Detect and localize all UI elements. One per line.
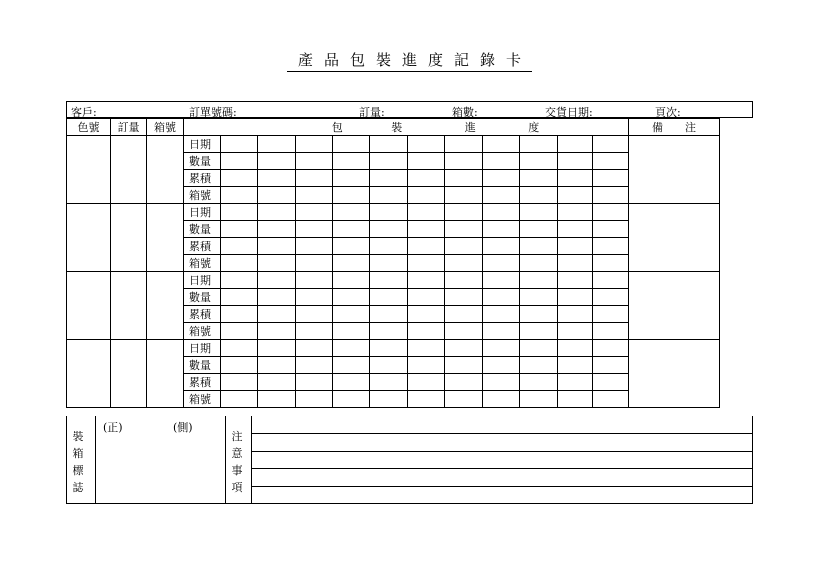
notes-label	[230, 428, 244, 496]
progress-cell[interactable]	[558, 153, 593, 170]
progress-cell[interactable]	[258, 357, 296, 374]
progress-cell[interactable]	[296, 323, 333, 340]
progress-cell[interactable]	[483, 238, 520, 255]
progress-cell[interactable]	[408, 374, 445, 391]
progress-cell[interactable]	[333, 357, 370, 374]
progress-cell[interactable]	[296, 374, 333, 391]
order-quantity-cell[interactable]	[111, 340, 147, 408]
notes-char: 意	[231, 447, 243, 460]
remark-cell[interactable]	[629, 272, 720, 340]
progress-cell[interactable]	[258, 238, 296, 255]
progress-cell[interactable]	[333, 255, 370, 272]
progress-cell[interactable]	[370, 340, 408, 357]
progress-cell[interactable]	[520, 221, 558, 238]
progress-cell[interactable]	[520, 357, 558, 374]
progress-cell[interactable]	[333, 170, 370, 187]
progress-cell[interactable]	[333, 289, 370, 306]
progress-cell[interactable]	[221, 374, 258, 391]
progress-cell[interactable]	[445, 153, 483, 170]
progress-cell[interactable]	[593, 238, 629, 255]
row-label: 累積	[184, 238, 221, 255]
progress-cell[interactable]	[558, 238, 593, 255]
progress-cell[interactable]	[558, 204, 593, 221]
progress-cell[interactable]	[296, 272, 333, 289]
progress-table	[66, 118, 720, 408]
progress-cell[interactable]	[593, 187, 629, 204]
progress-cell[interactable]	[520, 153, 558, 170]
progress-cell[interactable]	[408, 289, 445, 306]
progress-cell[interactable]	[333, 187, 370, 204]
progress-cell[interactable]	[296, 221, 333, 238]
progress-cell[interactable]	[258, 374, 296, 391]
progress-cell[interactable]	[221, 391, 258, 408]
progress-cell[interactable]	[296, 153, 333, 170]
progress-cell[interactable]	[593, 340, 629, 357]
notes-char: 注	[231, 430, 243, 443]
progress-cell[interactable]	[221, 340, 258, 357]
progress-cell[interactable]	[370, 323, 408, 340]
customer-label: 客戶:	[71, 106, 97, 119]
progress-cell[interactable]	[520, 323, 558, 340]
progress-cell[interactable]	[408, 204, 445, 221]
progress-cell[interactable]	[258, 187, 296, 204]
progress-cell[interactable]	[445, 221, 483, 238]
progress-cell[interactable]	[258, 221, 296, 238]
progress-cell[interactable]	[333, 272, 370, 289]
order-quantity-label: 訂量:	[359, 106, 385, 119]
progress-cell[interactable]	[333, 323, 370, 340]
progress-cell[interactable]	[520, 136, 558, 153]
progress-cell[interactable]	[221, 170, 258, 187]
order-quantity-header: 訂量	[111, 119, 147, 136]
progress-cell[interactable]	[258, 272, 296, 289]
progress-cell[interactable]	[558, 187, 593, 204]
progress-cell[interactable]	[445, 204, 483, 221]
progress-cell[interactable]	[445, 391, 483, 408]
progress-cell[interactable]	[593, 289, 629, 306]
progress-cell[interactable]	[221, 323, 258, 340]
progress-cell[interactable]	[445, 340, 483, 357]
progress-cell[interactable]	[221, 238, 258, 255]
note-line	[251, 486, 752, 487]
progress-cell[interactable]	[593, 272, 629, 289]
delivery-date-label: 交貨日期:	[545, 106, 593, 119]
progress-cell[interactable]	[593, 170, 629, 187]
box-number-cell[interactable]	[147, 272, 184, 340]
progress-cell[interactable]	[221, 153, 258, 170]
progress-cell[interactable]	[221, 289, 258, 306]
progress-cell[interactable]	[333, 238, 370, 255]
progress-cell[interactable]	[593, 374, 629, 391]
progress-cell[interactable]	[221, 255, 258, 272]
progress-cell[interactable]	[221, 221, 258, 238]
progress-cell[interactable]	[483, 306, 520, 323]
remark-cell[interactable]	[629, 136, 720, 204]
box-number-cell[interactable]	[147, 340, 184, 408]
progress-cell[interactable]	[296, 136, 333, 153]
progress-cell[interactable]	[370, 170, 408, 187]
progress-cell[interactable]	[258, 255, 296, 272]
progress-cell[interactable]	[333, 136, 370, 153]
progress-cell[interactable]	[221, 306, 258, 323]
progress-cell[interactable]	[445, 255, 483, 272]
order-quantity-cell[interactable]	[111, 204, 147, 272]
progress-cell[interactable]	[558, 391, 593, 408]
progress-cell[interactable]	[408, 170, 445, 187]
progress-cell[interactable]	[333, 391, 370, 408]
progress-cell[interactable]	[558, 170, 593, 187]
packing-progress-header	[184, 119, 629, 136]
progress-cell[interactable]	[520, 340, 558, 357]
row-label: 累積	[184, 374, 221, 391]
progress-cell[interactable]	[258, 136, 296, 153]
progress-cell[interactable]	[483, 153, 520, 170]
progress-cell[interactable]	[258, 306, 296, 323]
order-number-label: 訂單號碼:	[189, 106, 237, 119]
color-number-cell[interactable]	[67, 340, 111, 408]
progress-cell[interactable]	[483, 374, 520, 391]
progress-cell[interactable]	[593, 136, 629, 153]
progress-cell[interactable]	[520, 255, 558, 272]
notes-char: 項	[231, 481, 243, 494]
note-line	[251, 451, 752, 452]
box-count-label: 箱數:	[452, 106, 478, 119]
divider	[251, 416, 252, 503]
box-number-header: 箱號	[147, 119, 184, 136]
progress-cell[interactable]	[483, 187, 520, 204]
progress-cell[interactable]	[370, 306, 408, 323]
table-row	[67, 272, 720, 289]
progress-cell[interactable]	[258, 340, 296, 357]
progress-cell[interactable]	[408, 340, 445, 357]
progress-cell[interactable]	[558, 357, 593, 374]
page-number-label: 頁次:	[655, 106, 681, 119]
bottom-section	[66, 416, 753, 504]
progress-cell[interactable]	[483, 323, 520, 340]
progress-cell[interactable]	[370, 272, 408, 289]
progress-cell[interactable]	[333, 340, 370, 357]
progress-cell[interactable]	[258, 323, 296, 340]
order-quantity-cell[interactable]	[111, 272, 147, 340]
box-marks-char: 裝	[72, 430, 84, 443]
box-number-cell[interactable]	[147, 136, 184, 204]
progress-cell[interactable]	[483, 272, 520, 289]
progress-cell[interactable]	[221, 357, 258, 374]
progress-cell[interactable]	[408, 238, 445, 255]
row-label: 累積	[184, 306, 221, 323]
progress-cell[interactable]	[258, 170, 296, 187]
progress-cell[interactable]	[370, 187, 408, 204]
progress-cell[interactable]	[333, 204, 370, 221]
progress-cell[interactable]	[520, 238, 558, 255]
progress-cell[interactable]	[558, 306, 593, 323]
note-line	[251, 433, 752, 434]
progress-cell[interactable]	[296, 204, 333, 221]
progress-cell[interactable]	[333, 306, 370, 323]
progress-cell[interactable]	[258, 391, 296, 408]
progress-cell[interactable]	[408, 187, 445, 204]
front-mark-label: (正)	[103, 421, 123, 434]
progress-cell[interactable]	[370, 374, 408, 391]
progress-cell[interactable]	[445, 357, 483, 374]
row-label: 數量	[184, 153, 221, 170]
color-number-cell[interactable]	[67, 204, 111, 272]
progress-cell[interactable]	[408, 136, 445, 153]
progress-cell[interactable]	[408, 153, 445, 170]
progress-cell[interactable]	[370, 391, 408, 408]
progress-cell[interactable]	[221, 136, 258, 153]
form-title: 產品包裝進度記錄卡	[0, 49, 819, 70]
progress-cell[interactable]	[520, 187, 558, 204]
notes-char: 事	[231, 464, 243, 477]
progress-cell[interactable]	[370, 289, 408, 306]
progress-cell[interactable]	[296, 340, 333, 357]
color-number-cell[interactable]	[67, 272, 111, 340]
progress-cell[interactable]	[593, 153, 629, 170]
progress-cell[interactable]	[333, 374, 370, 391]
order-quantity-cell[interactable]	[111, 136, 147, 204]
header-row	[66, 101, 753, 118]
progress-cell[interactable]	[408, 357, 445, 374]
progress-cell[interactable]	[445, 289, 483, 306]
progress-cell[interactable]	[221, 272, 258, 289]
progress-cell[interactable]	[520, 289, 558, 306]
progress-cell[interactable]	[558, 221, 593, 238]
progress-cell[interactable]	[370, 221, 408, 238]
divider	[95, 416, 96, 503]
progress-cell[interactable]	[558, 136, 593, 153]
progress-cell[interactable]	[483, 357, 520, 374]
progress-cell[interactable]	[593, 204, 629, 221]
progress-cell[interactable]	[296, 255, 333, 272]
progress-cell[interactable]	[370, 357, 408, 374]
row-label: 日期	[184, 272, 221, 289]
row-label: 箱號	[184, 391, 221, 408]
progress-cell[interactable]	[296, 357, 333, 374]
remark-header: 備 注	[629, 119, 720, 136]
progress-cell[interactable]	[558, 255, 593, 272]
progress-char: 度	[528, 121, 540, 134]
box-number-cell[interactable]	[147, 204, 184, 272]
side-mark-label: (側)	[173, 421, 193, 434]
progress-cell[interactable]	[593, 323, 629, 340]
progress-cell[interactable]	[483, 136, 520, 153]
progress-cell[interactable]	[558, 323, 593, 340]
progress-cell[interactable]	[296, 238, 333, 255]
progress-cell[interactable]	[408, 306, 445, 323]
row-label: 數量	[184, 357, 221, 374]
row-label: 數量	[184, 289, 221, 306]
progress-cell[interactable]	[445, 238, 483, 255]
progress-cell[interactable]	[408, 391, 445, 408]
progress-cell[interactable]	[483, 221, 520, 238]
progress-cell[interactable]	[520, 374, 558, 391]
progress-cell[interactable]	[558, 374, 593, 391]
progress-cell[interactable]	[593, 255, 629, 272]
progress-cell[interactable]	[483, 340, 520, 357]
progress-cell[interactable]	[558, 340, 593, 357]
progress-cell[interactable]	[408, 221, 445, 238]
progress-cell[interactable]	[370, 255, 408, 272]
progress-cell[interactable]	[445, 374, 483, 391]
progress-cell[interactable]	[221, 187, 258, 204]
row-label: 日期	[184, 204, 221, 221]
progress-cell[interactable]	[483, 170, 520, 187]
progress-cell[interactable]	[445, 272, 483, 289]
table-row	[67, 204, 720, 221]
remark-cell[interactable]	[629, 340, 720, 408]
box-marks-char: 誌	[72, 481, 84, 494]
row-label: 數量	[184, 221, 221, 238]
progress-cell[interactable]	[296, 391, 333, 408]
row-label: 累積	[184, 170, 221, 187]
progress-cell[interactable]	[520, 306, 558, 323]
box-marks-label	[71, 428, 85, 496]
progress-cell[interactable]	[520, 272, 558, 289]
progress-cell[interactable]	[483, 391, 520, 408]
progress-cell[interactable]	[520, 391, 558, 408]
progress-cell[interactable]	[445, 187, 483, 204]
progress-cell[interactable]	[483, 289, 520, 306]
progress-cell[interactable]	[520, 204, 558, 221]
color-number-header: 色號	[67, 119, 111, 136]
progress-cell[interactable]	[593, 306, 629, 323]
progress-cell[interactable]	[296, 306, 333, 323]
row-label: 箱號	[184, 255, 221, 272]
progress-cell[interactable]	[558, 272, 593, 289]
table-row	[67, 340, 720, 357]
progress-cell[interactable]	[370, 136, 408, 153]
progress-cell[interactable]	[408, 272, 445, 289]
progress-cell[interactable]	[258, 204, 296, 221]
progress-cell[interactable]	[370, 153, 408, 170]
progress-cell[interactable]	[483, 255, 520, 272]
remark-cell[interactable]	[629, 204, 720, 272]
progress-cell[interactable]	[258, 289, 296, 306]
progress-cell[interactable]	[333, 153, 370, 170]
progress-cell[interactable]	[221, 204, 258, 221]
progress-cell[interactable]	[520, 170, 558, 187]
progress-cell[interactable]	[296, 289, 333, 306]
progress-cell[interactable]	[483, 204, 520, 221]
progress-cell[interactable]	[445, 136, 483, 153]
progress-char: 進	[464, 121, 476, 134]
progress-cell[interactable]	[593, 357, 629, 374]
progress-cell[interactable]	[593, 391, 629, 408]
progress-cell[interactable]	[370, 204, 408, 221]
note-line	[251, 468, 752, 469]
progress-cell[interactable]	[370, 238, 408, 255]
divider	[225, 416, 226, 503]
row-label: 日期	[184, 340, 221, 357]
progress-char: 包	[331, 121, 343, 134]
progress-cell[interactable]	[593, 221, 629, 238]
progress-cell[interactable]	[445, 323, 483, 340]
progress-cell[interactable]	[445, 170, 483, 187]
row-label: 箱號	[184, 323, 221, 340]
box-marks-char: 箱	[72, 447, 84, 460]
color-number-cell[interactable]	[67, 136, 111, 204]
table-row	[67, 136, 720, 153]
progress-cell[interactable]	[333, 221, 370, 238]
progress-cell[interactable]	[445, 306, 483, 323]
row-label: 日期	[184, 136, 221, 153]
progress-cell[interactable]	[558, 289, 593, 306]
progress-cell[interactable]	[408, 255, 445, 272]
progress-cell[interactable]	[296, 187, 333, 204]
box-marks-char: 標	[72, 464, 84, 477]
progress-cell[interactable]	[258, 153, 296, 170]
progress-cell[interactable]	[408, 323, 445, 340]
row-label: 箱號	[184, 187, 221, 204]
progress-char: 裝	[391, 121, 403, 134]
progress-cell[interactable]	[296, 170, 333, 187]
